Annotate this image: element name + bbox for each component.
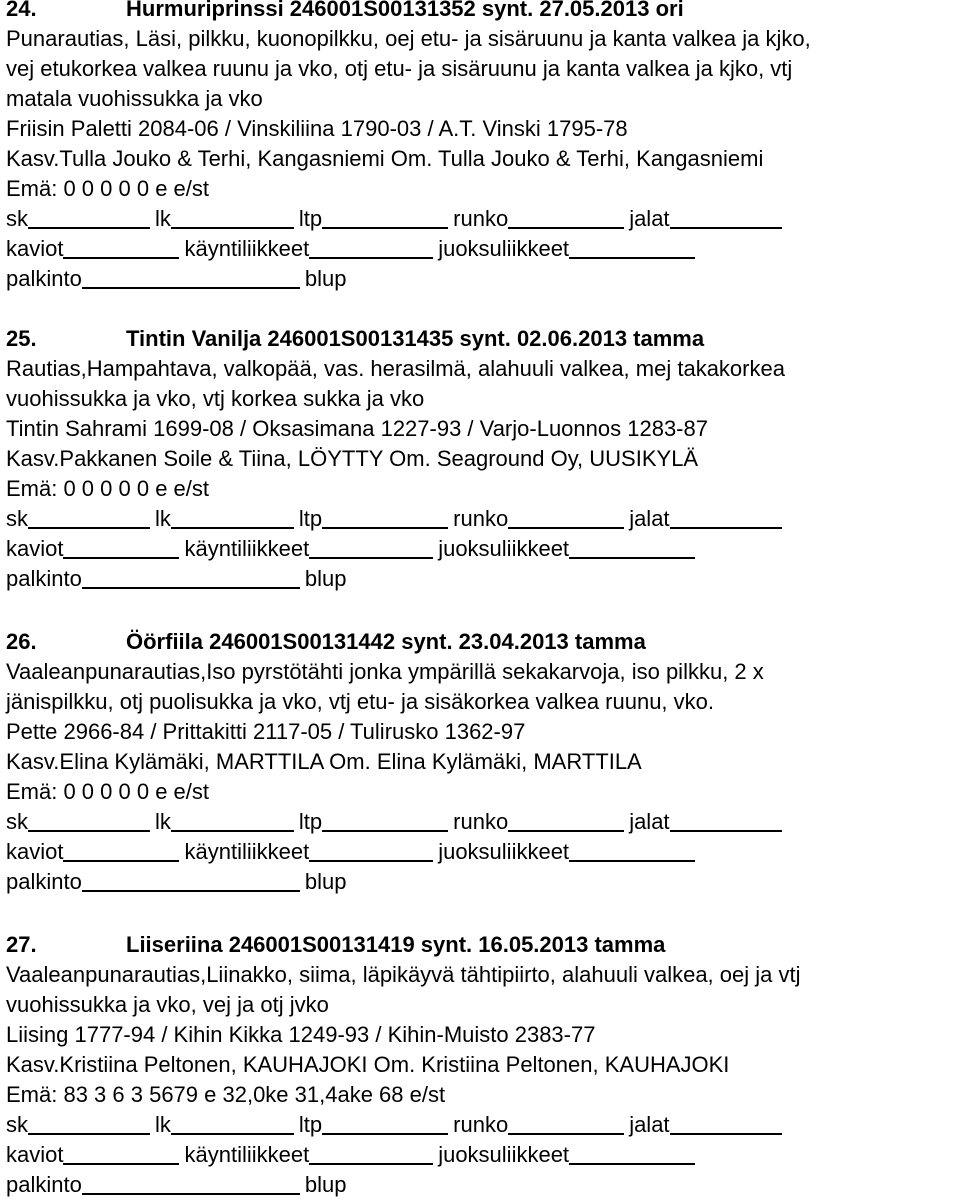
entry-title <box>6 324 956 354</box>
score-row-conformation <box>6 504 956 534</box>
label-sk: sk <box>6 206 28 231</box>
label-palkinto: palkinto <box>6 266 82 291</box>
label-runko: runko <box>453 809 509 834</box>
juoksuliikkeet-blank[interactable] <box>569 838 695 862</box>
lk-blank[interactable] <box>171 505 294 529</box>
label-sk: sk <box>6 506 28 531</box>
description-line: Rautias,Hampahtava, valkopää, vas. herasilmä, alahuuli valkea, mej takakorkea <box>6 356 785 381</box>
pedigree-line: Tintin Sahrami 1699-08 / Oksasimana 1227-93 / Varjo-Luonnos 1283-87 <box>6 416 708 441</box>
label-blup: blup <box>304 566 347 591</box>
horse-entry <box>6 930 956 1200</box>
label-lk: lk <box>155 1112 171 1137</box>
score-row-prize <box>6 867 956 897</box>
kayntiliikkeet-blank[interactable] <box>309 1141 433 1165</box>
label-kaviot: kaviot <box>6 536 64 561</box>
entry-heading: Tintin Vanilja 246001S00131435 synt. 02.06.2013 tamma <box>126 326 705 351</box>
label-kaviot: kaviot <box>6 1142 64 1167</box>
label-runko: runko <box>453 1112 509 1137</box>
ltp-blank[interactable] <box>322 505 448 529</box>
juoksuliikkeet-blank[interactable] <box>569 1141 695 1165</box>
score-row-movement <box>6 1140 956 1170</box>
palkinto-blank[interactable] <box>82 565 300 589</box>
sk-blank[interactable] <box>28 1111 150 1135</box>
entry-heading: Liiseriina 246001S00131419 synt. 16.05.2013 tamma <box>126 932 666 957</box>
kaviot-blank[interactable] <box>63 1141 179 1165</box>
entry-number: 24. <box>6 0 37 21</box>
ema-line: Emä: 83 3 6 3 5679 e 32,0ke 31,4ake 68 e/st <box>6 1082 446 1107</box>
pedigree-line: Friisin Paletti 2084-06 / Vinskiliina 1790-03 / A.T. Vinski 1795-78 <box>6 116 628 141</box>
lk-blank[interactable] <box>171 205 294 229</box>
entry-heading: Öörfiila 246001S00131442 synt. 23.04.2013 tamma <box>126 629 646 654</box>
ltp-blank[interactable] <box>322 808 448 832</box>
score-row-conformation <box>6 807 956 837</box>
entry-number: 27. <box>6 932 37 957</box>
juoksuliikkeet-blank[interactable] <box>569 235 695 259</box>
sk-blank[interactable] <box>28 808 150 832</box>
label-kaviot: kaviot <box>6 839 64 864</box>
description-line: Punarautias, Läsi, pilkku, kuonopilkku, oej etu- ja sisäruunu ja kanta valkea ja kjko, <box>6 26 811 51</box>
label-sk: sk <box>6 1112 28 1137</box>
jalat-blank[interactable] <box>670 1111 782 1135</box>
label-ltp: ltp <box>298 506 323 531</box>
entry-heading: Hurmuriprinssi 246001S00131352 synt. 27.05.2013 ori <box>126 0 684 21</box>
label-lk: lk <box>155 809 171 834</box>
score-row-movement <box>6 534 956 564</box>
label-runko: runko <box>453 206 509 231</box>
kaviot-blank[interactable] <box>63 535 179 559</box>
jalat-blank[interactable] <box>670 505 782 529</box>
ema-line: Emä: 0 0 0 0 0 e e/st <box>6 779 210 804</box>
horse-entry <box>6 0 956 294</box>
label-kayntiliikkeet: käyntiliikkeet <box>184 236 310 261</box>
description-line: vuohissukka ja vko, vtj korkea sukka ja vko <box>6 386 425 411</box>
breeder-owner-line: Kasv.Pakkanen Soile & Tiina, LÖYTTY Om. Seaground Oy, UUSIKYLÄ <box>6 446 699 471</box>
runko-blank[interactable] <box>508 808 624 832</box>
label-juoksuliikkeet: juoksuliikkeet <box>438 839 570 864</box>
label-blup: blup <box>304 266 347 291</box>
description-line: Vaaleanpunarautias,Liinakko, siima, läpikäyvä tähtipiirto, alahuuli valkea, oej ja vtj <box>6 962 801 987</box>
jalat-blank[interactable] <box>670 205 782 229</box>
label-jalat: jalat <box>629 1112 670 1137</box>
breeder-owner-line: Kasv.Tulla Jouko & Terhi, Kangasniemi Om. Tulla Jouko & Terhi, Kangasniemi <box>6 146 764 171</box>
label-palkinto: palkinto <box>6 869 82 894</box>
label-blup: blup <box>304 869 347 894</box>
label-kayntiliikkeet: käyntiliikkeet <box>184 536 310 561</box>
label-lk: lk <box>155 206 171 231</box>
description-line: jänispilkku, otj puolisukka ja vko, vtj etu- ja sisäkorkea valkea ruunu, vko. <box>6 689 715 714</box>
label-juoksuliikkeet: juoksuliikkeet <box>438 236 570 261</box>
score-row-conformation <box>6 204 956 234</box>
label-palkinto: palkinto <box>6 566 82 591</box>
pedigree-line: Pette 2966-84 / Prittakitti 2117-05 / Tulirusko 1362-97 <box>6 719 526 744</box>
score-row-movement <box>6 837 956 867</box>
lk-blank[interactable] <box>171 808 294 832</box>
entry-title <box>6 627 956 657</box>
description-line: Vaaleanpunarautias,Iso pyrstötähti jonka ympärillä sekakarvoja, iso pilkku, 2 x <box>6 659 764 684</box>
entry-number: 25. <box>6 326 37 351</box>
kayntiliikkeet-blank[interactable] <box>309 535 433 559</box>
label-runko: runko <box>453 506 509 531</box>
ema-line: Emä: 0 0 0 0 0 e e/st <box>6 476 210 501</box>
entry-title <box>6 930 956 960</box>
score-row-movement <box>6 234 956 264</box>
label-kayntiliikkeet: käyntiliikkeet <box>184 1142 310 1167</box>
palkinto-blank[interactable] <box>82 868 300 892</box>
palkinto-blank[interactable] <box>82 1171 300 1195</box>
label-juoksuliikkeet: juoksuliikkeet <box>438 536 570 561</box>
label-palkinto: palkinto <box>6 1172 82 1197</box>
kaviot-blank[interactable] <box>63 838 179 862</box>
description-line: vej etukorkea valkea ruunu ja vko, otj etu- ja sisäruunu ja kanta valkea ja kjko, vtj <box>6 56 793 81</box>
label-jalat: jalat <box>629 809 670 834</box>
juoksuliikkeet-blank[interactable] <box>569 535 695 559</box>
label-sk: sk <box>6 809 28 834</box>
horse-entry <box>6 324 956 594</box>
runko-blank[interactable] <box>508 1111 624 1135</box>
score-row-prize <box>6 264 956 294</box>
breeder-owner-line: Kasv.Elina Kylämäki, MARTTILA Om. Elina Kylämäki, MARTTILA <box>6 749 642 774</box>
palkinto-blank[interactable] <box>82 265 300 289</box>
lk-blank[interactable] <box>171 1111 294 1135</box>
breeder-owner-line: Kasv.Kristiina Peltonen, KAUHAJOKI Om. Kristiina Peltonen, KAUHAJOKI <box>6 1052 730 1077</box>
entry-title <box>6 0 956 24</box>
label-juoksuliikkeet: juoksuliikkeet <box>438 1142 570 1167</box>
score-row-conformation <box>6 1110 956 1140</box>
entry-number: 26. <box>6 629 37 654</box>
sk-blank[interactable] <box>28 505 150 529</box>
label-ltp: ltp <box>298 206 323 231</box>
ltp-blank[interactable] <box>322 1111 448 1135</box>
kayntiliikkeet-blank[interactable] <box>309 838 433 862</box>
jalat-blank[interactable] <box>670 808 782 832</box>
kaviot-blank[interactable] <box>63 235 179 259</box>
pedigree-line: Liising 1777-94 / Kihin Kikka 1249-93 / Kihin-Muisto 2383-77 <box>6 1022 596 1047</box>
description-line: matala vuohissukka ja vko <box>6 86 263 111</box>
description-line: vuohissukka ja vko, vej ja otj jvko <box>6 992 329 1017</box>
runko-blank[interactable] <box>508 505 624 529</box>
horse-entry <box>6 627 956 897</box>
label-ltp: ltp <box>298 1112 323 1137</box>
kayntiliikkeet-blank[interactable] <box>309 235 433 259</box>
score-row-prize <box>6 1170 956 1200</box>
label-blup: blup <box>304 1172 347 1197</box>
ema-line: Emä: 0 0 0 0 0 e e/st <box>6 176 210 201</box>
ltp-blank[interactable] <box>322 205 448 229</box>
label-kaviot: kaviot <box>6 236 64 261</box>
label-jalat: jalat <box>629 206 670 231</box>
label-ltp: ltp <box>298 809 323 834</box>
label-jalat: jalat <box>629 506 670 531</box>
score-row-prize <box>6 564 956 594</box>
label-kayntiliikkeet: käyntiliikkeet <box>184 839 310 864</box>
sk-blank[interactable] <box>28 205 150 229</box>
label-lk: lk <box>155 506 171 531</box>
runko-blank[interactable] <box>508 205 624 229</box>
